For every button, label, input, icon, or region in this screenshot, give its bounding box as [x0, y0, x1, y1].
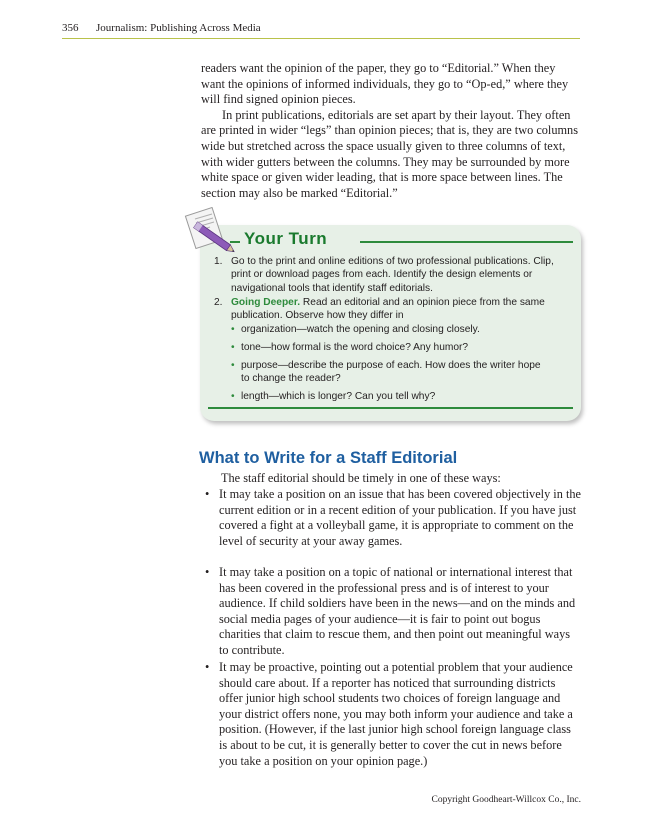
- intro-paragraph-1: readers want the opinion of the paper, they go to “Editorial.” When they want the opinions of informed individuals, they go to “Op-ed,” where they will find signed opinion pieces.: [201, 61, 569, 107]
- your-turn-title: Your Turn: [244, 229, 328, 248]
- copyright-footer: Copyright Goodheart-Willcox Co., Inc.: [431, 795, 581, 805]
- your-turn-box: Your Turn 1. Go to the print and online editions of two professional publications. Clip, print or download pages from each. Identify the design elements or navigational tools that identify staff editorials. 2. Going Deeper. Read an editorial and an opinion piece from the same publication. Observe how they differ in • organization—watch the opening and closing closely. • tone—how formal is the word choice? Any humor? • purpose—describe the purpose of each. How does the writer hope to change the reader? • length—which is longer? Can you tell why?: [200, 225, 581, 421]
- header-rule: [62, 38, 580, 39]
- going-deeper-label: Going Deeper.: [231, 297, 301, 308]
- pencil-paper-icon: [184, 207, 240, 255]
- running-header: [62, 22, 580, 38]
- page-number: 356: [62, 22, 79, 34]
- intro-paragraph-2: In print publications, editorials are set apart by their layout. They often are printed in wider “legs” than opinion pieces; that is, they are two columns wide but stretched across the space usually given to three columns of text, with wider gutters between the columns. They may be surrounded by more white space or given wider leading, that is more space between lines. The section may also be marked “Editorial.”: [201, 107, 578, 200]
- section-heading: What to Write for a Staff Editorial: [199, 449, 458, 467]
- title-rule-right: [360, 241, 573, 243]
- section-lead: The staff editorial should be timely in one of these ways:: [221, 471, 501, 485]
- running-title: Journalism: Publishing Across Media: [96, 22, 261, 34]
- intro-text: [201, 61, 581, 201]
- box-bottom-rule: [208, 407, 573, 409]
